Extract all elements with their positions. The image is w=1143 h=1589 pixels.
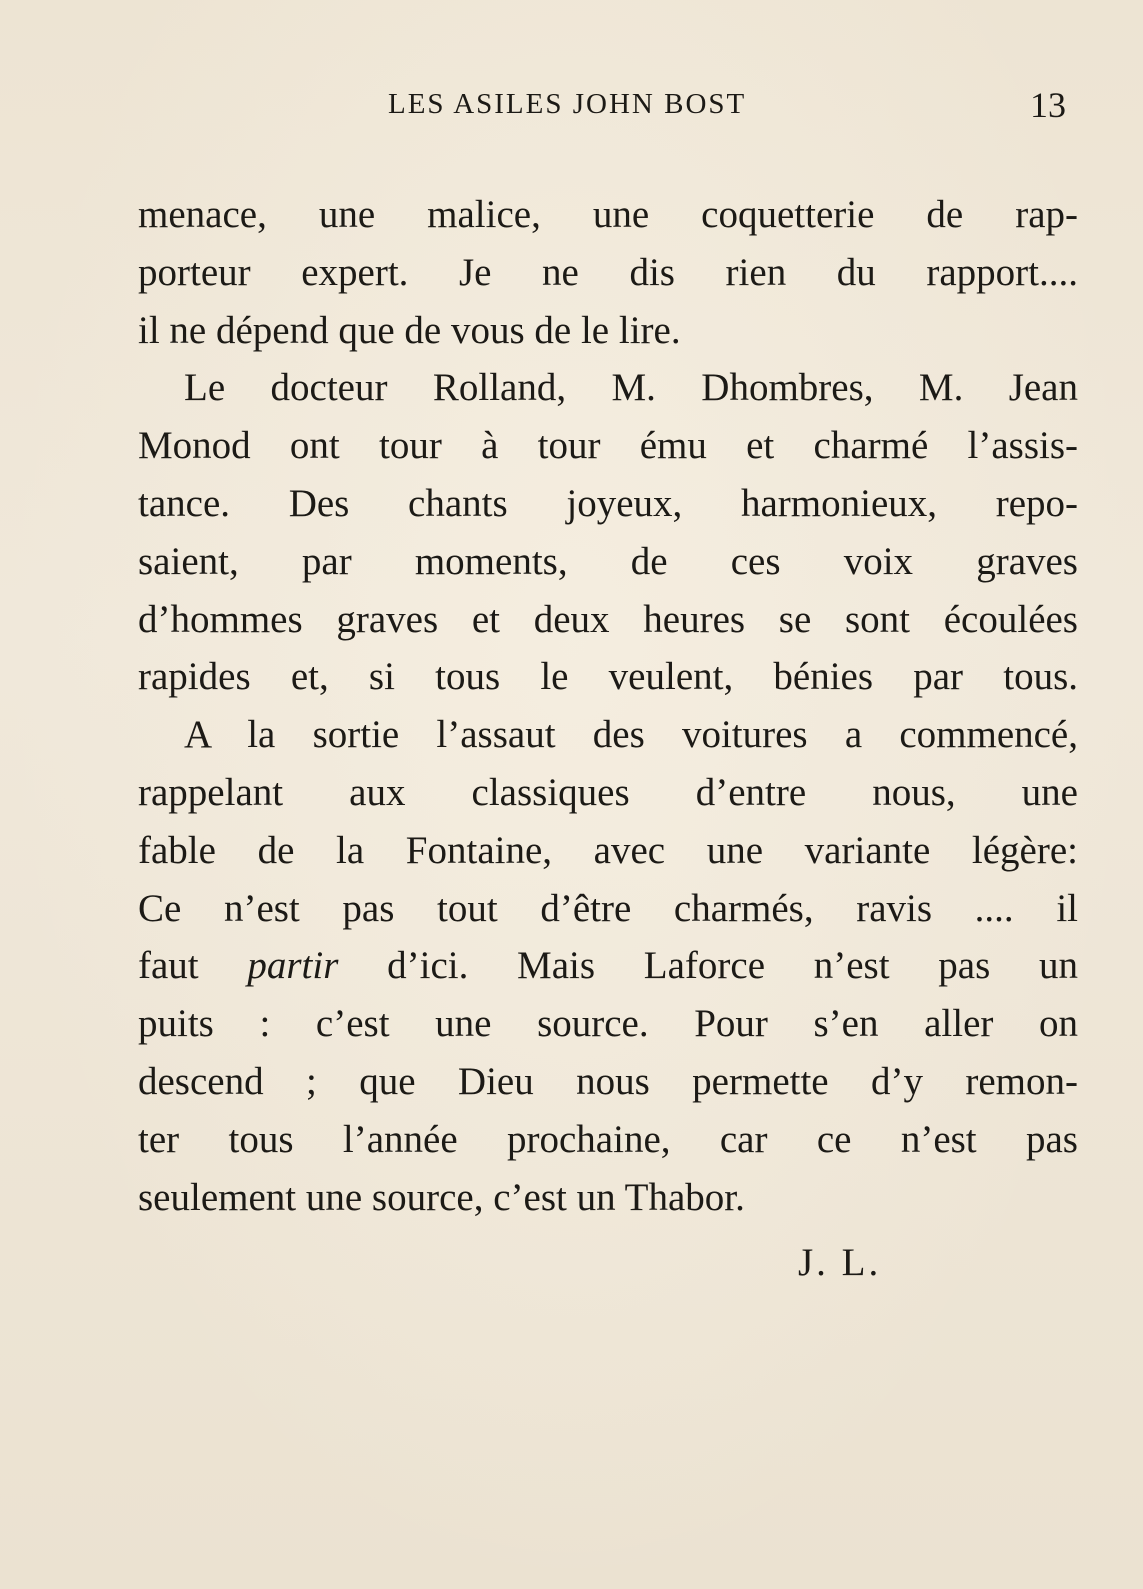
text-line: rappelant aux classiques d’entre nous, une [138,770,1078,814]
text-line: Monod ont tour à tour ému et charmé l’assis- [138,424,1078,468]
text-line: seulement une source, c’est un Thabor. [138,1175,745,1219]
text-line: saient, par moments, de ces voix graves [138,539,1078,583]
text-line: menace, une malice, une coquetterie de rap- [138,193,1078,236]
text-line: d’hommes graves et deux heures se sont écoulées [138,597,1078,641]
italic-word: partir [247,944,339,988]
text-line: rapides et, si tous le veulent, bénies par tous. [138,655,1078,699]
text-line: Le docteur Rolland, M. Dhombres, M. Jean [184,366,1078,410]
text-line: tance. Des chants joyeux, harmonieux, repo- [138,481,1078,525]
text-line: ter tous l’année prochaine, car ce n’est pas [138,1117,1078,1161]
text-line: descend ; que Dieu nous permette d’y remon- [138,1059,1078,1103]
text-line: fable de la Fontaine, avec une variante légère: [138,828,1078,872]
text-fragment: faut [138,944,248,988]
text-line: A la sortie l’assaut des voitures a commencé, [184,713,1078,757]
text-line: porteur expert. Je ne dis rien du rapport.... [138,250,1078,294]
text-line: Ce n’est pas tout d’être charmés, ravis .... il [138,886,1078,930]
running-title: LES ASILES JOHN BOST [388,88,747,120]
text-line-with-italic [138,937,1078,995]
body-text [138,186,1078,1226]
signature: J. L. [798,1241,882,1284]
text-line: il ne dépend que de vous de le lire. [138,308,681,352]
page-number: 13 [1030,85,1066,125]
text-line: puits : c’est une source. Pour s’en aller on [138,1002,1078,1046]
text-fragment: d’ici. Mais Laforce n’est pas un [338,944,1078,988]
